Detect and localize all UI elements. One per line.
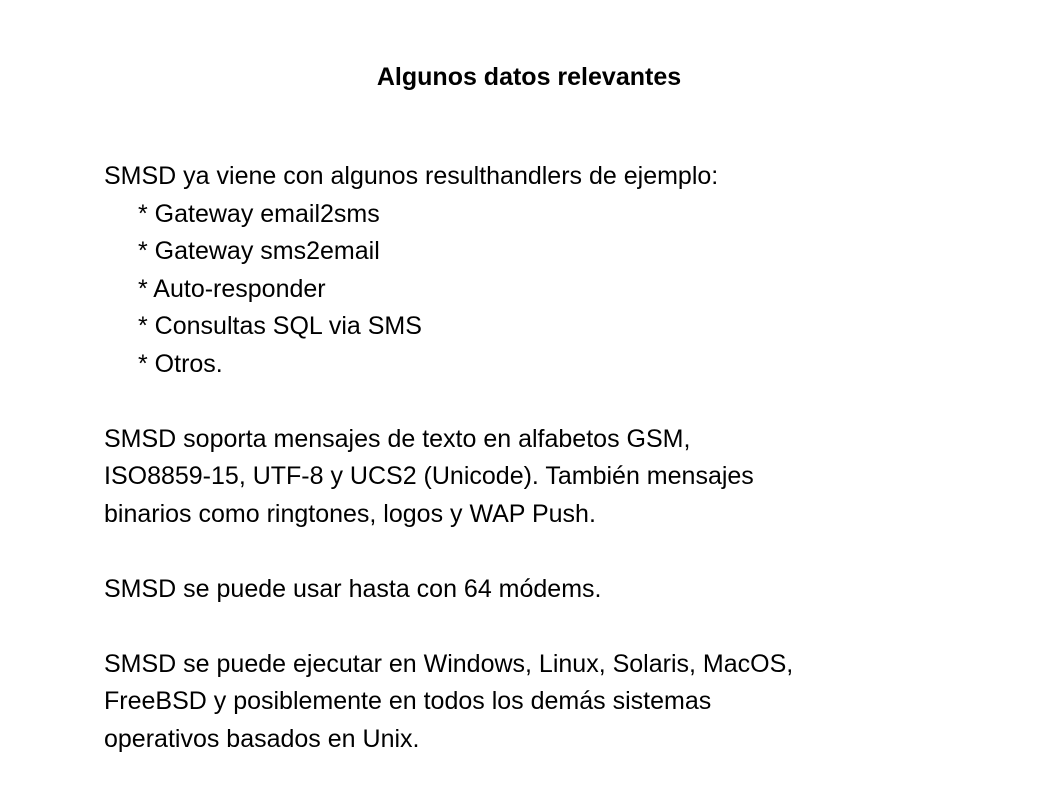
list-item: * Gateway email2sms	[138, 199, 380, 228]
paragraph-line: SMSD se puede ejecutar en Windows, Linux, Solaris, MacOS,	[104, 649, 794, 678]
list-item: * Otros.	[138, 349, 223, 378]
slide-body	[104, 158, 1024, 758]
paragraph-line: FreeBSD y posiblemente en todos los demás sistemas	[104, 687, 712, 715]
modems-paragraph	[104, 571, 1024, 609]
platforms-paragraph	[104, 646, 1024, 759]
list-item: * Auto-responder	[138, 274, 326, 303]
paragraph-line: ISO8859-15, UTF-8 y UCS2 (Unicode). También mensajes	[104, 462, 754, 490]
intro-line: SMSD ya viene con algunos resulthandlers de ejemplo:	[104, 162, 719, 190]
slide-title: Algunos datos relevantes	[376, 63, 682, 91]
paragraph-line: operativos basados en Unix.	[104, 724, 420, 753]
spacer	[104, 608, 1024, 646]
paragraph-line: SMSD se puede usar hasta con 64 módems.	[104, 574, 602, 603]
spacer	[104, 533, 1024, 571]
examples-list	[104, 196, 1024, 384]
list-item: * Consultas SQL via SMS	[138, 312, 422, 340]
spacer	[104, 383, 1024, 421]
paragraph-line: binarios como ringtones, logos y WAP Push.	[104, 499, 596, 528]
alphabets-paragraph	[104, 421, 1024, 534]
list-item: * Gateway sms2email	[138, 237, 380, 265]
paragraph-line: SMSD soporta mensajes de texto en alfabetos GSM,	[104, 424, 691, 453]
